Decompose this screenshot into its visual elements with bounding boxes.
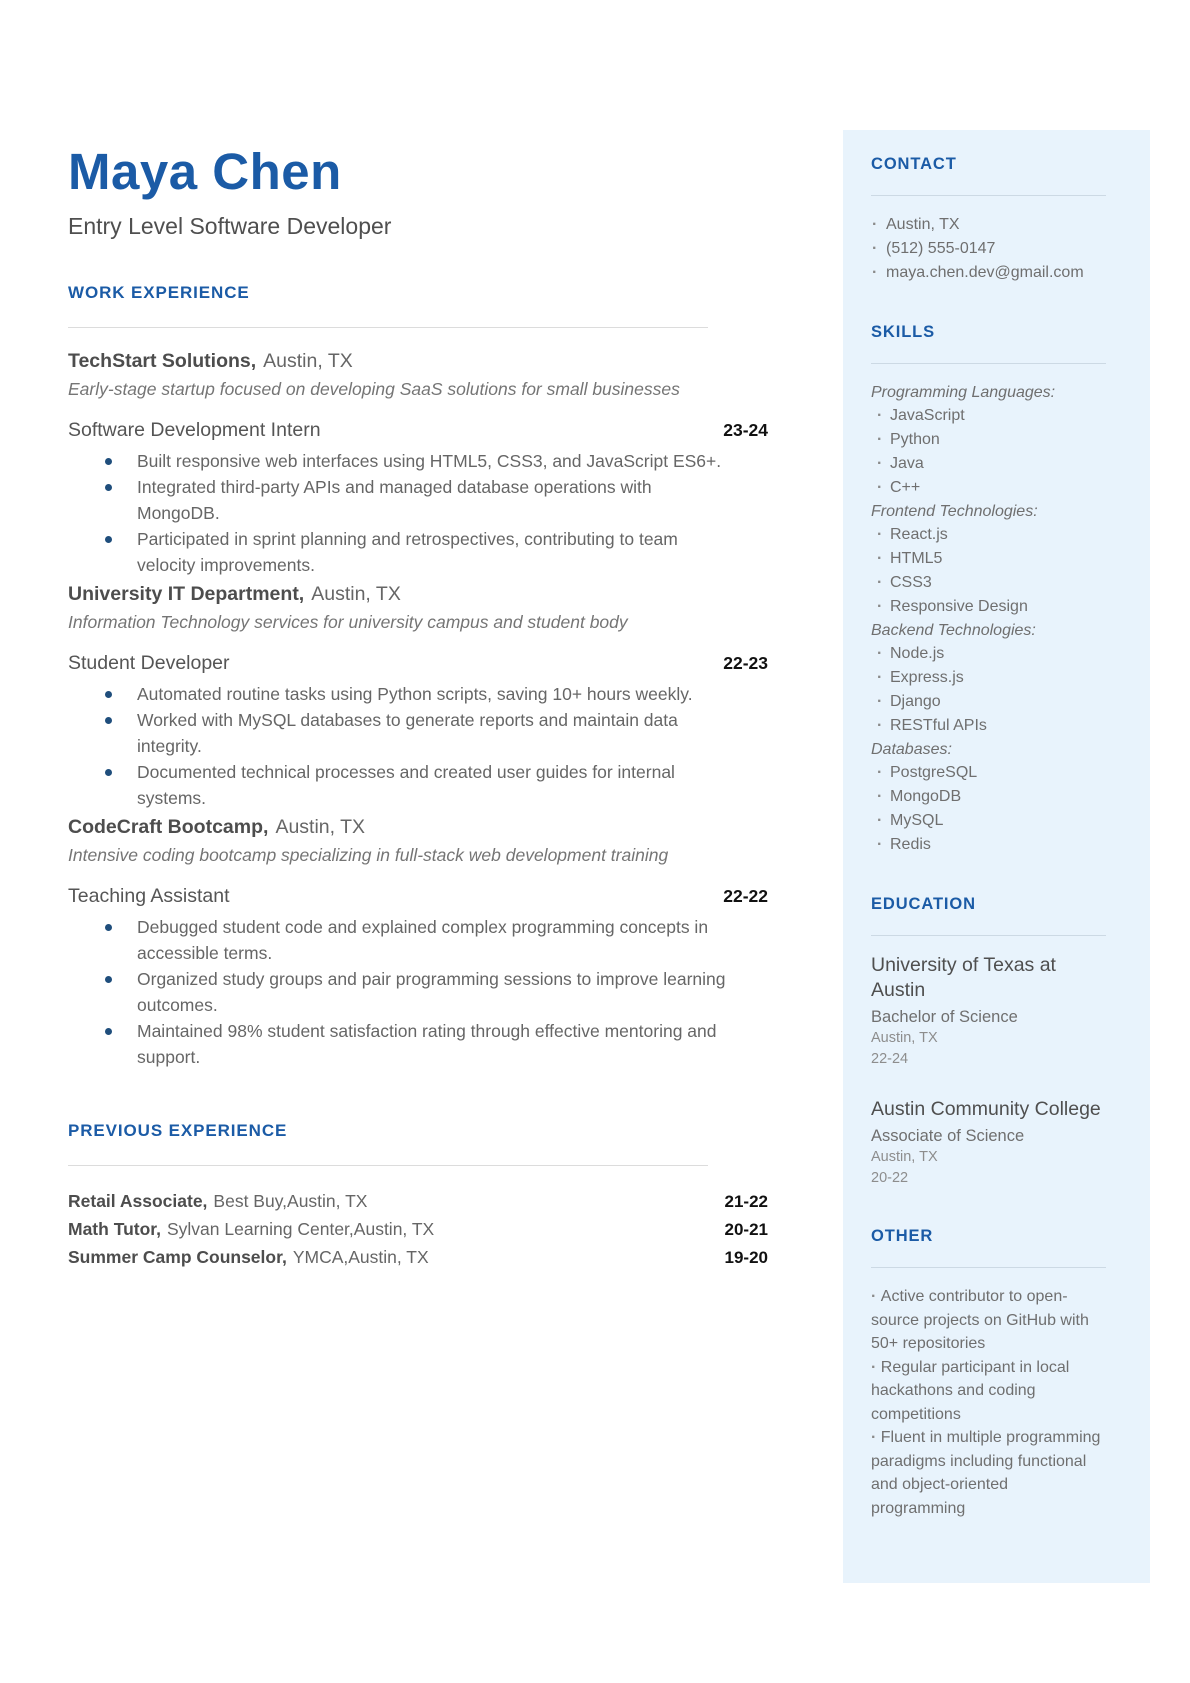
sidebar-section-education bbox=[871, 894, 1106, 1189]
skill-list bbox=[871, 642, 1106, 738]
job-title-row bbox=[68, 650, 768, 676]
divider bbox=[68, 327, 708, 328]
job-title-row bbox=[68, 417, 768, 443]
previous-role-line bbox=[68, 1244, 429, 1272]
job-title: Student Developer bbox=[68, 652, 230, 674]
job-title-row bbox=[68, 883, 768, 909]
sidebar-section-other bbox=[871, 1226, 1106, 1520]
school-degree: Bachelor of Science bbox=[871, 1008, 1018, 1026]
skill-item: · Django bbox=[871, 690, 1106, 714]
company-description: Intensive coding bootcamp specializing in full-stack web development training bbox=[68, 845, 669, 865]
bullet-item: Worked with MySQL databases to generate reports and maintain data integrity. bbox=[68, 707, 737, 759]
job-dates: 23-24 bbox=[723, 420, 768, 440]
skill-item: · RESTful APIs bbox=[871, 714, 1106, 738]
job-dates: 22-23 bbox=[723, 653, 768, 673]
contact-item-email: · maya.chen.dev@gmail.com bbox=[871, 261, 1106, 285]
bullet-list bbox=[68, 448, 768, 578]
company-location: Austin, TX bbox=[263, 350, 353, 372]
skill-item: · Express.js bbox=[871, 666, 1106, 690]
education-entry bbox=[871, 953, 1106, 1070]
skill-item: · CSS3 bbox=[871, 571, 1106, 595]
company-name: TechStart Solutions, bbox=[68, 350, 257, 372]
school-name: Austin Community College bbox=[871, 1098, 1101, 1120]
skill-list bbox=[871, 523, 1106, 619]
school-dates: 20-22 bbox=[871, 1170, 909, 1186]
company-description: Early-stage startup focused on developing SaaS solutions for small businesses bbox=[68, 379, 680, 399]
divider bbox=[871, 1267, 1106, 1268]
previous-experience-row bbox=[68, 1188, 768, 1216]
skill-item: · Python bbox=[871, 428, 1106, 452]
candidate-title: Entry Level Software Developer bbox=[68, 213, 392, 240]
job-dates: 22-22 bbox=[723, 886, 768, 906]
section-heading-previous-experience: PREVIOUS EXPERIENCE bbox=[68, 1121, 288, 1140]
bullet-list bbox=[68, 681, 768, 811]
skill-item: · MySQL bbox=[871, 809, 1106, 833]
school-name: University of Texas at Austin bbox=[871, 954, 1056, 1001]
company-line bbox=[68, 581, 768, 607]
previous-dates: 21-22 bbox=[724, 1192, 768, 1211]
skill-category-label: Programming Languages: bbox=[871, 384, 1056, 401]
previous-role: Summer Camp Counselor, bbox=[68, 1247, 287, 1267]
skill-list bbox=[871, 404, 1106, 500]
contact-list bbox=[871, 213, 1106, 285]
bullet-item: Automated routine tasks using Python scripts, saving 10+ hours weekly. bbox=[68, 681, 737, 707]
bullet-item: Documented technical processes and created user guides for internal systems. bbox=[68, 759, 737, 811]
sidebar-heading-other: OTHER bbox=[871, 1227, 934, 1245]
company-line bbox=[68, 814, 768, 840]
divider bbox=[68, 1165, 708, 1166]
previous-dates: 19-20 bbox=[724, 1248, 768, 1267]
job-title: Software Development Intern bbox=[68, 419, 321, 441]
school-degree: Associate of Science bbox=[871, 1127, 1025, 1145]
previous-org: Best Buy,Austin, TX bbox=[213, 1191, 368, 1211]
other-item: · Regular participant in local hackathons and coding competitions bbox=[871, 1356, 1106, 1427]
previous-role-line bbox=[68, 1216, 434, 1244]
company-description: Information Technology services for university campus and student body bbox=[68, 612, 628, 632]
skill-item: · React.js bbox=[871, 523, 1106, 547]
skill-item: · Responsive Design bbox=[871, 595, 1106, 619]
skill-item: · Java bbox=[871, 452, 1106, 476]
main-column bbox=[68, 0, 768, 1272]
divider bbox=[871, 935, 1106, 936]
company-name: University IT Department, bbox=[68, 583, 305, 605]
divider bbox=[871, 195, 1106, 196]
bullet-item: Participated in sprint planning and retrospectives, contributing to team velocity improvements. bbox=[68, 526, 737, 578]
job-title: Teaching Assistant bbox=[68, 885, 230, 907]
skill-item: · HTML5 bbox=[871, 547, 1106, 571]
company-name: CodeCraft Bootcamp, bbox=[68, 816, 269, 838]
bullet-list bbox=[68, 914, 768, 1070]
sidebar bbox=[843, 130, 1150, 1583]
education-entry bbox=[871, 1097, 1106, 1189]
bullet-item: Debugged student code and explained complex programming concepts in accessible terms. bbox=[68, 914, 737, 966]
skill-category-label: Databases: bbox=[871, 741, 952, 758]
previous-org: Sylvan Learning Center,Austin, TX bbox=[167, 1219, 435, 1239]
previous-dates: 20-21 bbox=[724, 1220, 768, 1239]
skill-category-label: Backend Technologies: bbox=[871, 622, 1036, 639]
company-line bbox=[68, 348, 768, 374]
previous-org: YMCA,Austin, TX bbox=[292, 1247, 429, 1267]
divider bbox=[871, 363, 1106, 364]
company-location: Austin, TX bbox=[275, 816, 366, 838]
bullet-item: Integrated third-party APIs and managed database operations with MongoDB. bbox=[68, 474, 737, 526]
contact-item-phone: · (512) 555-0147 bbox=[871, 237, 1106, 261]
skill-item: · C++ bbox=[871, 476, 1106, 500]
bullet-item: Built responsive web interfaces using HTML5, CSS3, and JavaScript ES6+. bbox=[68, 448, 737, 474]
previous-role-line bbox=[68, 1188, 367, 1216]
skill-list bbox=[871, 761, 1106, 857]
sidebar-heading-contact: CONTACT bbox=[871, 155, 957, 173]
previous-role: Retail Associate, bbox=[68, 1191, 208, 1211]
skill-item: · PostgreSQL bbox=[871, 761, 1106, 785]
company-location: Austin, TX bbox=[311, 583, 401, 605]
sidebar-heading-skills: SKILLS bbox=[871, 323, 936, 341]
skill-category-label: Frontend Technologies: bbox=[871, 503, 1038, 520]
contact-item-location: · Austin, TX bbox=[871, 213, 1106, 237]
other-item: · Fluent in multiple programming paradigms including functional and object-oriented programming bbox=[871, 1426, 1106, 1520]
skill-item: · MongoDB bbox=[871, 785, 1106, 809]
section-heading-work-experience: WORK EXPERIENCE bbox=[68, 283, 250, 302]
sidebar-heading-education: EDUCATION bbox=[871, 895, 976, 913]
school-dates: 22-24 bbox=[871, 1051, 909, 1067]
bullet-item: Maintained 98% student satisfaction rating through effective mentoring and support. bbox=[68, 1018, 737, 1070]
sidebar-section-skills bbox=[871, 322, 1106, 857]
previous-experience-row bbox=[68, 1216, 768, 1244]
previous-experience-list bbox=[68, 1188, 768, 1272]
other-item: · Active contributor to open-source projects on GitHub with 50+ repositories bbox=[871, 1285, 1106, 1356]
sidebar-section-contact bbox=[871, 154, 1106, 285]
bullet-item: Organized study groups and pair programming sessions to improve learning outcomes. bbox=[68, 966, 737, 1018]
skill-item: · Redis bbox=[871, 833, 1106, 857]
previous-experience-row bbox=[68, 1244, 768, 1272]
candidate-name: Maya Chen bbox=[68, 143, 342, 200]
school-location: Austin, TX bbox=[871, 1030, 938, 1046]
skill-item: · JavaScript bbox=[871, 404, 1106, 428]
school-location: Austin, TX bbox=[871, 1149, 938, 1165]
skill-item: · Node.js bbox=[871, 642, 1106, 666]
previous-role: Math Tutor, bbox=[68, 1219, 161, 1239]
